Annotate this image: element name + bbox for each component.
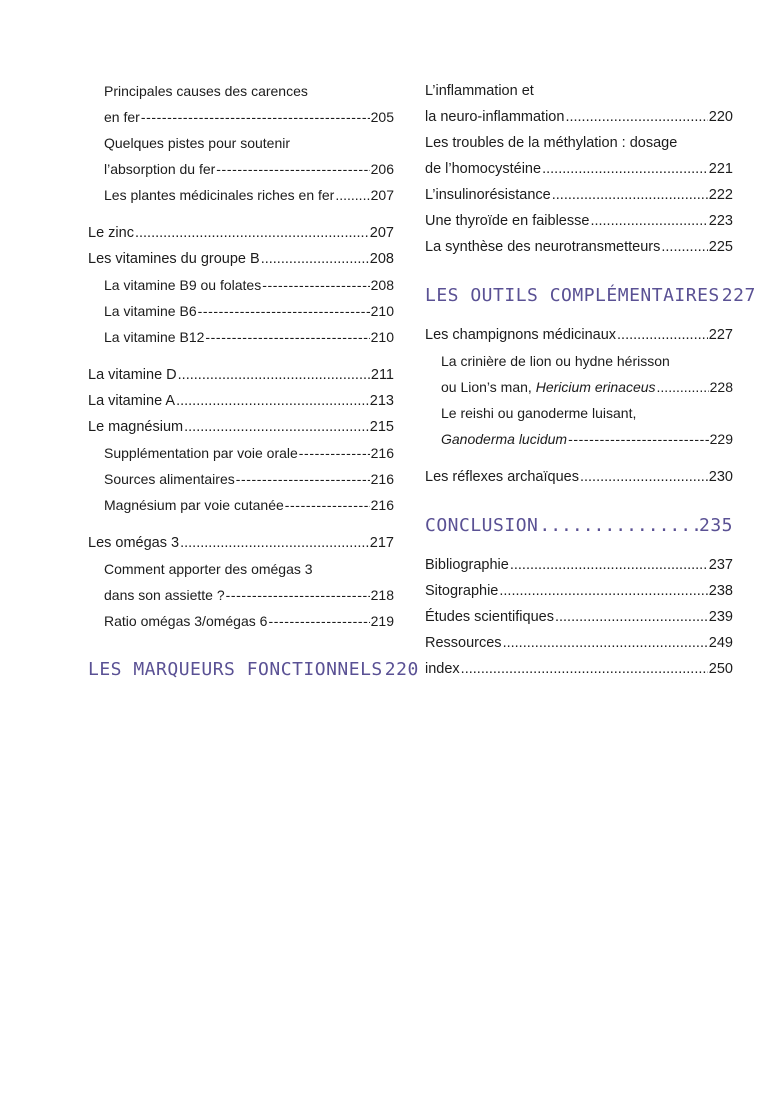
toc-page-number: 215 — [369, 419, 394, 435]
toc-entry-title: Études scientifiques — [425, 609, 554, 625]
toc-leader — [141, 104, 370, 130]
toc-page-number: 235 — [698, 515, 733, 536]
toc-entry-title: index — [425, 661, 460, 677]
toc-leader — [499, 578, 707, 604]
toc-entry-le-reishi-ou-ganoderme-luisant — [425, 400, 733, 452]
toc-page-number: 208 — [369, 251, 394, 267]
toc-page-number: 216 — [370, 471, 394, 487]
toc-entry-title: L’insulinorésistance — [425, 187, 551, 203]
toc-page-number: 222 — [708, 187, 733, 203]
toc-leader — [299, 440, 370, 466]
toc-entry-title: dans son assiette ? — [104, 587, 225, 603]
toc-entry-bibliographie — [425, 552, 733, 578]
toc-entry-sources-alimentaires — [88, 466, 394, 492]
toc-entry-index — [425, 656, 733, 682]
toc-entry-l-insulinoresistance — [425, 182, 733, 208]
toc-entry-title: La crinière de lion ou hydne hérisson — [441, 353, 670, 369]
toc-entry-title: Le reishi ou ganoderme luisant, — [441, 405, 637, 421]
toc-entry-l-inflammation-et — [425, 78, 733, 130]
toc-entry-title: La vitamine B12 — [104, 329, 205, 345]
toc-leader — [205, 324, 369, 350]
toc-page-number: 205 — [370, 109, 394, 125]
toc-page-number: 217 — [369, 535, 394, 551]
toc-page-number: 225 — [708, 239, 733, 255]
toc-entry-title: Ganoderma lucidum — [441, 431, 568, 447]
toc-leader — [216, 156, 369, 182]
toc-right-column — [425, 78, 756, 682]
toc-leader — [539, 510, 698, 542]
toc-entry-les-champignons-medicinaux — [425, 322, 733, 348]
toc-entry-principales-causes-des-carences — [88, 78, 394, 130]
toc-leader — [268, 608, 369, 634]
toc-leader — [184, 414, 369, 440]
toc-page-number: 216 — [370, 445, 394, 461]
toc-page-number: 238 — [708, 583, 733, 599]
toc-leader — [542, 156, 708, 182]
toc-leader — [226, 582, 370, 608]
toc-page-number: 227 — [721, 285, 756, 306]
toc-page-number: 213 — [369, 393, 394, 409]
toc-page-number: 250 — [708, 661, 733, 677]
toc-leader — [262, 272, 369, 298]
toc-leader — [580, 464, 708, 490]
toc-page-number: 223 — [708, 213, 733, 229]
toc-entry-etudes-scientifiques — [425, 604, 733, 630]
toc-entry-quelques-pistes-pour-soutenir — [88, 130, 394, 182]
toc-entry-title: Le magnésium — [88, 419, 184, 435]
toc-entry-les-omegas-3 — [88, 530, 394, 556]
toc-entry-title: Sources alimentaires — [104, 471, 235, 487]
toc-page-number: 237 — [708, 557, 733, 573]
toc-leader — [503, 630, 708, 656]
toc-entry-la-vitamine-b6 — [88, 298, 394, 324]
toc-page-number: 230 — [708, 469, 733, 485]
toc-entry-la-criniere-de-lion-ou-hydne-herisson — [425, 348, 733, 400]
toc-entry-title: Ressources — [425, 635, 502, 651]
toc-leader — [335, 182, 369, 208]
toc-entry-title: CONCLUSION — [425, 515, 539, 536]
toc-page-number: 219 — [370, 613, 394, 629]
toc-entry-title: Comment apporter des omégas 3 — [104, 561, 313, 577]
toc-entry-la-synthese-des-neurotransmetteurs — [425, 234, 733, 260]
toc-entry-la-vitamine-d — [88, 362, 394, 388]
toc-entry-title: La synthèse des neurotransmetteurs — [425, 239, 661, 255]
toc-entry-title: Principales causes des carences — [104, 83, 308, 99]
toc-entry-la-vitamine-b9-ou-folates — [88, 272, 394, 298]
toc-entry-une-thyroide-en-faiblesse — [425, 208, 733, 234]
toc-entry-comment-apporter-des-omegas-3 — [88, 556, 394, 608]
toc-entry-title: l’absorption du fer — [104, 161, 216, 177]
toc-page-number: 207 — [370, 187, 394, 203]
toc-entry-les-vitamines-du-groupe-b — [88, 246, 394, 272]
toc-entry-les-reflexes-archaiques — [425, 464, 733, 490]
toc-leader — [657, 374, 709, 400]
toc-entry-title: Quelques pistes pour soutenir — [104, 135, 290, 151]
toc-page-number: 249 — [708, 635, 733, 651]
toc-leader — [510, 552, 708, 578]
toc-entry-le-zinc — [88, 220, 394, 246]
toc-entry-title: La vitamine B9 ou folates — [104, 277, 262, 293]
toc-leader — [178, 362, 370, 388]
toc-entry-title: de l’homocystéine — [425, 161, 542, 177]
toc-leader — [661, 234, 707, 260]
toc-entry-title: Les omégas 3 — [88, 535, 180, 551]
toc-entry-title: ou Lion’s man, Hericium erinaceus — [441, 379, 656, 395]
toc-entry-ratio-omegas-3-omegas-6 — [88, 608, 394, 634]
toc-entry-les-plantes-medicinales-riches-en-fer — [88, 182, 394, 208]
toc-leader — [565, 104, 707, 130]
toc-entry-magnesium-par-voie-cutanee — [88, 492, 394, 518]
toc-leader — [552, 182, 708, 208]
toc-entry-title: Une thyroïde en faiblesse — [425, 213, 590, 229]
toc-page-number: 218 — [370, 587, 394, 603]
toc-leader — [176, 388, 369, 414]
toc-page-number: 210 — [370, 303, 394, 319]
toc-page-number: 220 — [708, 109, 733, 125]
toc-leader — [461, 656, 708, 682]
toc-leader — [285, 492, 370, 518]
toc-entry-title: L’inflammation et — [425, 83, 534, 99]
toc-page-number: 229 — [709, 431, 733, 447]
toc-left-column — [88, 78, 419, 696]
toc-leader — [135, 220, 369, 246]
toc-entry-title: La vitamine B6 — [104, 303, 197, 319]
toc-entry-title: LES OUTILS COMPLÉMENTAIRES — [425, 285, 720, 306]
toc-entry-title: Les réflexes archaïques — [425, 469, 579, 485]
toc-entry-title: Les plantes médicinales riches en fer — [104, 187, 335, 203]
toc-entry-title: Les champignons médicinaux — [425, 327, 617, 343]
toc-leader — [180, 530, 369, 556]
toc-leader — [568, 426, 709, 452]
toc-page-number: 208 — [370, 277, 394, 293]
toc-section-conclusion — [425, 510, 733, 542]
toc-section-les-marqueurs-fonctionnels — [88, 654, 419, 686]
toc-entry-title: Le zinc — [88, 225, 134, 241]
toc-entry-title: La vitamine A — [88, 393, 176, 409]
toc-entry-title: Ratio omégas 3/omégas 6 — [104, 613, 268, 629]
toc-page-number: 207 — [369, 225, 394, 241]
toc-page-number: 216 — [370, 497, 394, 513]
toc-leader — [198, 298, 370, 324]
toc-entry-la-vitamine-a — [88, 388, 394, 414]
toc-section-les-outils-complementaires — [425, 280, 756, 312]
toc-entry-supplementation-par-voie-orale — [88, 440, 394, 466]
toc-entry-title: Sitographie — [425, 583, 499, 599]
toc-leader — [555, 604, 708, 630]
toc-entry-les-troubles-de-la-methylation-dosage — [425, 130, 733, 182]
toc-page-number: 210 — [370, 329, 394, 345]
toc-page-number: 239 — [708, 609, 733, 625]
toc-entry-title: Bibliographie — [425, 557, 509, 573]
toc-leader — [617, 322, 708, 348]
toc-page-number: 211 — [370, 367, 394, 383]
toc-entry-title: Supplémentation par voie orale — [104, 445, 298, 461]
toc-entry-ressources — [425, 630, 733, 656]
toc-leader — [590, 208, 707, 234]
toc-entry-title: Les troubles de la méthylation : dosage — [425, 135, 678, 151]
toc-entry-sitographie — [425, 578, 733, 604]
toc-entry-title: la neuro-inflammation — [425, 109, 565, 125]
toc-page-number: 220 — [384, 659, 419, 680]
toc-page-number: 227 — [708, 327, 733, 343]
toc-leader — [236, 466, 370, 492]
toc-page-number: 228 — [709, 379, 733, 395]
toc-leader — [261, 246, 369, 272]
toc-entry-title: Magnésium par voie cutanée — [104, 497, 284, 513]
toc-page-number: 206 — [370, 161, 394, 177]
toc-entry-le-magnesium — [88, 414, 394, 440]
toc-entry-title: en fer — [104, 109, 140, 125]
toc-entry-title: LES MARQUEURS FONCTIONNELS — [88, 659, 383, 680]
toc-page-number: 221 — [708, 161, 733, 177]
toc-entry-title: La vitamine D — [88, 367, 177, 383]
toc-entry-la-vitamine-b12 — [88, 324, 394, 350]
toc-entry-title: Les vitamines du groupe B — [88, 251, 260, 267]
